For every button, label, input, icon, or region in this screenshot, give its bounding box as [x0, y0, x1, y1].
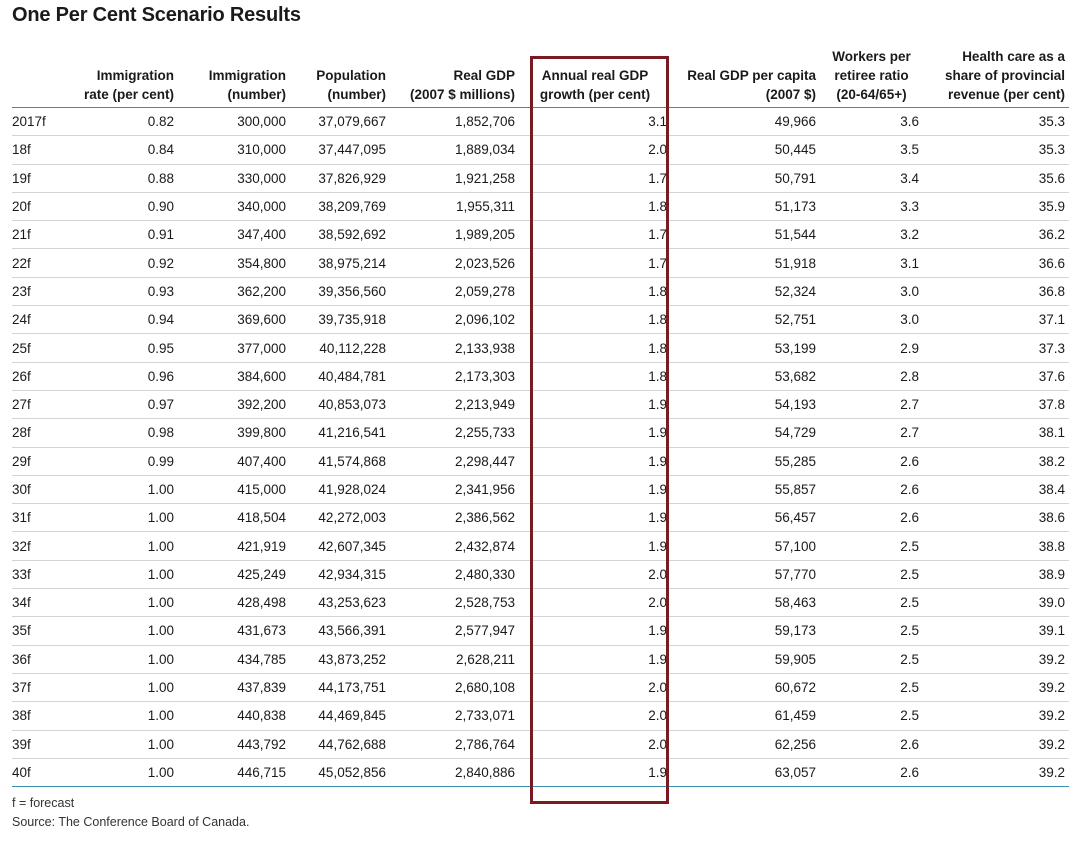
population-cell: 39,356,560	[290, 277, 390, 305]
year-cell: 35f	[12, 617, 66, 645]
immigration-number-cell: 425,249	[178, 560, 290, 588]
health-care-share-cell: 39.0	[923, 589, 1069, 617]
table-row	[12, 390, 1069, 418]
table-header	[12, 46, 1069, 108]
workers-per-retiree-cell: 2.5	[820, 702, 923, 730]
immigration-number-cell: 354,800	[178, 249, 290, 277]
health-care-share-cell: 38.4	[923, 475, 1069, 503]
health-care-share-cell: 35.9	[923, 192, 1069, 220]
year-header	[12, 46, 66, 108]
gdp-growth-cell: 2.0	[519, 589, 671, 617]
gdp-growth-cell: 1.7	[519, 249, 671, 277]
gdp-growth-cell: 1.9	[519, 447, 671, 475]
real-gdp-cell: 2,255,733	[390, 419, 519, 447]
immigration-rate-cell: 0.98	[66, 419, 178, 447]
year-cell: 39f	[12, 730, 66, 758]
gdp-growth-cell: 1.9	[519, 475, 671, 503]
header-line: Real GDP per capita	[687, 68, 816, 83]
header-line: share of provincial	[944, 68, 1065, 83]
population-cell: 41,574,868	[290, 447, 390, 475]
year-cell: 20f	[12, 192, 66, 220]
workers-per-retiree-cell: 2.6	[820, 475, 923, 503]
real-gdp-cell: 2,133,938	[390, 334, 519, 362]
gdp-per-capita-cell: 52,324	[671, 277, 820, 305]
forecast-footnote: f = forecast	[12, 796, 75, 810]
immigration-rate-cell: 0.99	[66, 447, 178, 475]
table-row	[12, 277, 1069, 305]
immigration-rate-cell: 0.82	[66, 108, 178, 136]
year-cell: 34f	[12, 589, 66, 617]
results-table	[12, 46, 1069, 787]
population-cell: 43,566,391	[290, 617, 390, 645]
workers-per-retiree-cell: 3.4	[820, 164, 923, 192]
workers-per-retiree-cell: 2.5	[820, 645, 923, 673]
header-line: (20-64/65+)	[836, 87, 907, 102]
population-cell: 44,762,688	[290, 730, 390, 758]
gdp-per-capita-cell: 57,770	[671, 560, 820, 588]
table-row	[12, 108, 1069, 136]
workers-per-retiree-cell: 2.6	[820, 447, 923, 475]
health-care-share-cell: 35.3	[923, 108, 1069, 136]
gdp-growth-cell: 2.0	[519, 136, 671, 164]
gdp-growth-cell: 1.8	[519, 334, 671, 362]
gdp-growth-cell: 2.0	[519, 730, 671, 758]
gdp-per-capita-cell: 50,791	[671, 164, 820, 192]
health-care-share-cell: 37.6	[923, 362, 1069, 390]
immigration-number-cell: 340,000	[178, 192, 290, 220]
header-line: (number)	[327, 87, 386, 102]
header-line: growth (per cent)	[539, 87, 651, 102]
immigration-number-cell: 418,504	[178, 504, 290, 532]
gdp-per-capita-cell: 49,966	[671, 108, 820, 136]
real-gdp-cell: 1,921,258	[390, 164, 519, 192]
real-gdp-cell: 1,989,205	[390, 221, 519, 249]
table-row	[12, 192, 1069, 220]
immigration-rate-cell: 1.00	[66, 504, 178, 532]
gdp-per-capita-cell: 50,445	[671, 136, 820, 164]
gdp-growth-cell: 1.8	[519, 306, 671, 334]
immigration-rate-cell: 0.90	[66, 192, 178, 220]
gdp-per-capita-cell: 55,285	[671, 447, 820, 475]
gdp-growth-cell: 1.7	[519, 221, 671, 249]
population-cell: 38,592,692	[290, 221, 390, 249]
workers-per-retiree-cell: 3.2	[820, 221, 923, 249]
real-gdp-cell: 2,059,278	[390, 277, 519, 305]
header-line: Workers per	[832, 49, 911, 64]
header-line: (number)	[227, 87, 286, 102]
immigration-rate-cell: 0.88	[66, 164, 178, 192]
table-row	[12, 758, 1069, 786]
immigration-number-cell: 415,000	[178, 475, 290, 503]
workers-per-retiree-cell: 3.6	[820, 108, 923, 136]
population-cell: 37,826,929	[290, 164, 390, 192]
immigration-number-cell: 434,785	[178, 645, 290, 673]
immigration-rate-cell: 0.84	[66, 136, 178, 164]
year-cell: 30f	[12, 475, 66, 503]
table-row	[12, 419, 1069, 447]
population-header	[290, 46, 390, 108]
immigration-rate-cell: 0.95	[66, 334, 178, 362]
health-care-share-cell: 37.8	[923, 390, 1069, 418]
health-care-share-cell: 36.2	[923, 221, 1069, 249]
immigration-number-cell: 446,715	[178, 758, 290, 786]
immigration-rate-cell: 0.91	[66, 221, 178, 249]
year-cell: 24f	[12, 306, 66, 334]
health-care-share-cell: 36.8	[923, 277, 1069, 305]
health-care-share-cell: 39.2	[923, 730, 1069, 758]
gdp-per-capita-cell: 53,682	[671, 362, 820, 390]
gdp-per-capita-cell: 54,729	[671, 419, 820, 447]
gdp-growth-cell: 1.9	[519, 758, 671, 786]
population-cell: 38,975,214	[290, 249, 390, 277]
gdp-per-capita-cell: 61,459	[671, 702, 820, 730]
gdp-growth-cell: 2.0	[519, 560, 671, 588]
gdp-growth-cell: 1.9	[519, 645, 671, 673]
immigration-number-cell: 437,839	[178, 673, 290, 701]
gdp-growth-cell: 1.8	[519, 277, 671, 305]
table-row	[12, 504, 1069, 532]
table-row	[12, 702, 1069, 730]
header-line: (2007 $ millions)	[409, 87, 515, 102]
gdp-per-capita-cell: 63,057	[671, 758, 820, 786]
immigration-number-cell: 384,600	[178, 362, 290, 390]
immigration-number-cell: 300,000	[178, 108, 290, 136]
population-cell: 37,447,095	[290, 136, 390, 164]
real-gdp-cell: 1,889,034	[390, 136, 519, 164]
health-care-share-cell: 39.2	[923, 758, 1069, 786]
workers-per-retiree-cell: 2.5	[820, 673, 923, 701]
health-care-share-cell: 39.2	[923, 645, 1069, 673]
population-cell: 38,209,769	[290, 192, 390, 220]
immigration-rate-cell: 1.00	[66, 532, 178, 560]
gdp-growth-cell: 1.9	[519, 419, 671, 447]
immigration-number-cell: 310,000	[178, 136, 290, 164]
header-line: Population	[316, 68, 386, 83]
header-line: Annual real GDP	[541, 68, 649, 83]
workers-per-retiree-cell: 2.5	[820, 617, 923, 645]
workers-per-retiree-cell: 2.5	[820, 560, 923, 588]
health-care-share-cell: 39.2	[923, 702, 1069, 730]
header-line: retiree ratio	[834, 68, 909, 83]
real-gdp-cell: 2,528,753	[390, 589, 519, 617]
workers-per-retiree-cell: 3.0	[820, 306, 923, 334]
population-cell: 41,216,541	[290, 419, 390, 447]
table-row	[12, 136, 1069, 164]
health-care-share-cell: 39.2	[923, 673, 1069, 701]
real-gdp-cell: 2,577,947	[390, 617, 519, 645]
year-cell: 31f	[12, 504, 66, 532]
real-gdp-cell: 2,023,526	[390, 249, 519, 277]
gdp-per-capita-cell: 51,173	[671, 192, 820, 220]
workers-per-retiree-cell: 2.5	[820, 532, 923, 560]
workers-per-retiree-cell: 3.0	[820, 277, 923, 305]
immigration-rate-cell: 0.92	[66, 249, 178, 277]
table-row	[12, 306, 1069, 334]
real-gdp-cell: 2,173,303	[390, 362, 519, 390]
real-gdp-cell: 2,733,071	[390, 702, 519, 730]
population-cell: 43,873,252	[290, 645, 390, 673]
year-cell: 21f	[12, 221, 66, 249]
year-cell: 23f	[12, 277, 66, 305]
table-row	[12, 362, 1069, 390]
table-row	[12, 334, 1069, 362]
workers-per-retiree-cell: 3.1	[820, 249, 923, 277]
immigration-number-cell: 443,792	[178, 730, 290, 758]
table-row	[12, 249, 1069, 277]
gdp-growth-cell: 1.8	[519, 192, 671, 220]
gdp-per-capita-cell: 60,672	[671, 673, 820, 701]
health-care-share-cell: 38.6	[923, 504, 1069, 532]
population-cell: 42,934,315	[290, 560, 390, 588]
gdp-per-capita-cell: 51,918	[671, 249, 820, 277]
table-row	[12, 164, 1069, 192]
gdp-growth-cell: 1.9	[519, 504, 671, 532]
immigration-rate-cell: 1.00	[66, 702, 178, 730]
gdp-per-capita-cell: 59,905	[671, 645, 820, 673]
real-gdp-cell: 2,341,956	[390, 475, 519, 503]
workers-per-retiree-cell: 2.6	[820, 758, 923, 786]
health-care-share-cell: 39.1	[923, 617, 1069, 645]
population-cell: 45,052,856	[290, 758, 390, 786]
real-gdp-cell: 2,298,447	[390, 447, 519, 475]
real-gdp-cell: 2,096,102	[390, 306, 519, 334]
gdp-per-capita-cell: 54,193	[671, 390, 820, 418]
real-gdp-cell: 2,386,562	[390, 504, 519, 532]
population-cell: 42,272,003	[290, 504, 390, 532]
immigration-rate-cell: 1.00	[66, 560, 178, 588]
workers-per-retiree-cell: 2.9	[820, 334, 923, 362]
immigration-rate-cell: 1.00	[66, 645, 178, 673]
real-gdp-cell: 1,955,311	[390, 192, 519, 220]
year-cell: 25f	[12, 334, 66, 362]
health-care-share-cell: 37.1	[923, 306, 1069, 334]
table-row	[12, 447, 1069, 475]
gdp-growth-cell: 1.7	[519, 164, 671, 192]
table-row	[12, 221, 1069, 249]
gdp-growth-cell: 3.1	[519, 108, 671, 136]
population-cell: 40,853,073	[290, 390, 390, 418]
real-gdp-header	[390, 46, 519, 108]
population-cell: 44,469,845	[290, 702, 390, 730]
immigration-rate-cell: 0.96	[66, 362, 178, 390]
gdp-per-capita-cell: 53,199	[671, 334, 820, 362]
year-cell: 28f	[12, 419, 66, 447]
health-care-share-cell: 38.1	[923, 419, 1069, 447]
table-row	[12, 673, 1069, 701]
population-cell: 44,173,751	[290, 673, 390, 701]
workers-per-retiree-cell: 2.6	[820, 504, 923, 532]
gdp-per-capita-cell: 52,751	[671, 306, 820, 334]
gdp-growth-header	[519, 46, 671, 108]
gdp-growth-cell: 1.9	[519, 390, 671, 418]
immigration-rate-cell: 0.94	[66, 306, 178, 334]
health-care-share-cell: 38.9	[923, 560, 1069, 588]
workers-per-retiree-cell: 2.7	[820, 390, 923, 418]
gdp-per-capita-cell: 59,173	[671, 617, 820, 645]
gdp-growth-cell: 2.0	[519, 673, 671, 701]
health-care-share-header	[923, 46, 1069, 108]
immigration-number-cell: 362,200	[178, 277, 290, 305]
immigration-rate-cell: 0.97	[66, 390, 178, 418]
real-gdp-cell: 2,628,211	[390, 645, 519, 673]
header-line: revenue (per cent)	[947, 87, 1065, 102]
year-cell: 32f	[12, 532, 66, 560]
header-line: Immigration	[96, 68, 174, 83]
year-cell: 33f	[12, 560, 66, 588]
real-gdp-cell: 2,840,886	[390, 758, 519, 786]
workers-per-retiree-cell: 2.6	[820, 730, 923, 758]
immigration-number-cell: 399,800	[178, 419, 290, 447]
table-row	[12, 589, 1069, 617]
population-cell: 41,928,024	[290, 475, 390, 503]
immigration-rate-cell: 1.00	[66, 758, 178, 786]
source-footnote: Source: The Conference Board of Canada.	[12, 815, 250, 829]
table-row	[12, 645, 1069, 673]
gdp-per-capita-cell: 55,857	[671, 475, 820, 503]
immigration-number-cell: 428,498	[178, 589, 290, 617]
gdp-growth-cell: 1.8	[519, 362, 671, 390]
table-row	[12, 730, 1069, 758]
table-row	[12, 617, 1069, 645]
table-row	[12, 475, 1069, 503]
immigration-number-cell: 440,838	[178, 702, 290, 730]
health-care-share-cell: 37.3	[923, 334, 1069, 362]
year-cell: 27f	[12, 390, 66, 418]
immigration-rate-header	[66, 46, 178, 108]
health-care-share-cell: 38.8	[923, 532, 1069, 560]
real-gdp-cell: 1,852,706	[390, 108, 519, 136]
workers-per-retiree-cell: 3.3	[820, 192, 923, 220]
immigration-number-cell: 407,400	[178, 447, 290, 475]
table-row	[12, 560, 1069, 588]
gdp-per-capita-cell: 62,256	[671, 730, 820, 758]
year-cell: 2017f	[12, 108, 66, 136]
population-cell: 40,112,228	[290, 334, 390, 362]
year-cell: 26f	[12, 362, 66, 390]
gdp-per-capita-cell: 58,463	[671, 589, 820, 617]
real-gdp-cell: 2,680,108	[390, 673, 519, 701]
gdp-per-capita-header	[671, 46, 820, 108]
population-cell: 43,253,623	[290, 589, 390, 617]
workers-per-retiree-cell: 2.7	[820, 419, 923, 447]
immigration-number-cell: 421,919	[178, 532, 290, 560]
gdp-growth-cell: 1.9	[519, 617, 671, 645]
immigration-number-cell: 330,000	[178, 164, 290, 192]
immigration-number-cell: 392,200	[178, 390, 290, 418]
gdp-growth-cell: 2.0	[519, 702, 671, 730]
immigration-number-cell: 431,673	[178, 617, 290, 645]
real-gdp-cell: 2,432,874	[390, 532, 519, 560]
population-cell: 37,079,667	[290, 108, 390, 136]
health-care-share-cell: 35.6	[923, 164, 1069, 192]
year-cell: 22f	[12, 249, 66, 277]
table-row	[12, 532, 1069, 560]
header-line: rate (per cent)	[83, 87, 174, 102]
immigration-rate-cell: 1.00	[66, 673, 178, 701]
immigration-number-cell: 347,400	[178, 221, 290, 249]
immigration-rate-cell: 1.00	[66, 475, 178, 503]
header-line: Health care as a	[962, 49, 1065, 64]
header-line: Immigration	[208, 68, 286, 83]
health-care-share-cell: 36.6	[923, 249, 1069, 277]
real-gdp-cell: 2,480,330	[390, 560, 519, 588]
immigration-number-cell: 377,000	[178, 334, 290, 362]
gdp-per-capita-cell: 51,544	[671, 221, 820, 249]
population-cell: 42,607,345	[290, 532, 390, 560]
header-row	[12, 46, 1069, 108]
header-line: (2007 $)	[765, 87, 816, 102]
year-cell: 37f	[12, 673, 66, 701]
header-line: Real GDP	[453, 68, 515, 83]
immigration-number-cell: 369,600	[178, 306, 290, 334]
workers-per-retiree-cell: 2.5	[820, 589, 923, 617]
page-title: One Per Cent Scenario Results	[12, 4, 301, 26]
year-cell: 38f	[12, 702, 66, 730]
population-cell: 40,484,781	[290, 362, 390, 390]
immigration-rate-cell: 1.00	[66, 617, 178, 645]
gdp-per-capita-cell: 57,100	[671, 532, 820, 560]
immigration-rate-cell: 1.00	[66, 730, 178, 758]
gdp-per-capita-cell: 56,457	[671, 504, 820, 532]
immigration-number-header	[178, 46, 290, 108]
year-cell: 40f	[12, 758, 66, 786]
year-cell: 19f	[12, 164, 66, 192]
immigration-rate-cell: 1.00	[66, 589, 178, 617]
year-cell: 18f	[12, 136, 66, 164]
health-care-share-cell: 35.3	[923, 136, 1069, 164]
workers-per-retiree-cell: 3.5	[820, 136, 923, 164]
year-cell: 36f	[12, 645, 66, 673]
population-cell: 39,735,918	[290, 306, 390, 334]
health-care-share-cell: 38.2	[923, 447, 1069, 475]
immigration-rate-cell: 0.93	[66, 277, 178, 305]
year-cell: 29f	[12, 447, 66, 475]
table-body	[12, 108, 1069, 787]
real-gdp-cell: 2,786,764	[390, 730, 519, 758]
workers-per-retiree-cell: 2.8	[820, 362, 923, 390]
gdp-growth-cell: 1.9	[519, 532, 671, 560]
workers-per-retiree-header	[820, 46, 923, 108]
real-gdp-cell: 2,213,949	[390, 390, 519, 418]
